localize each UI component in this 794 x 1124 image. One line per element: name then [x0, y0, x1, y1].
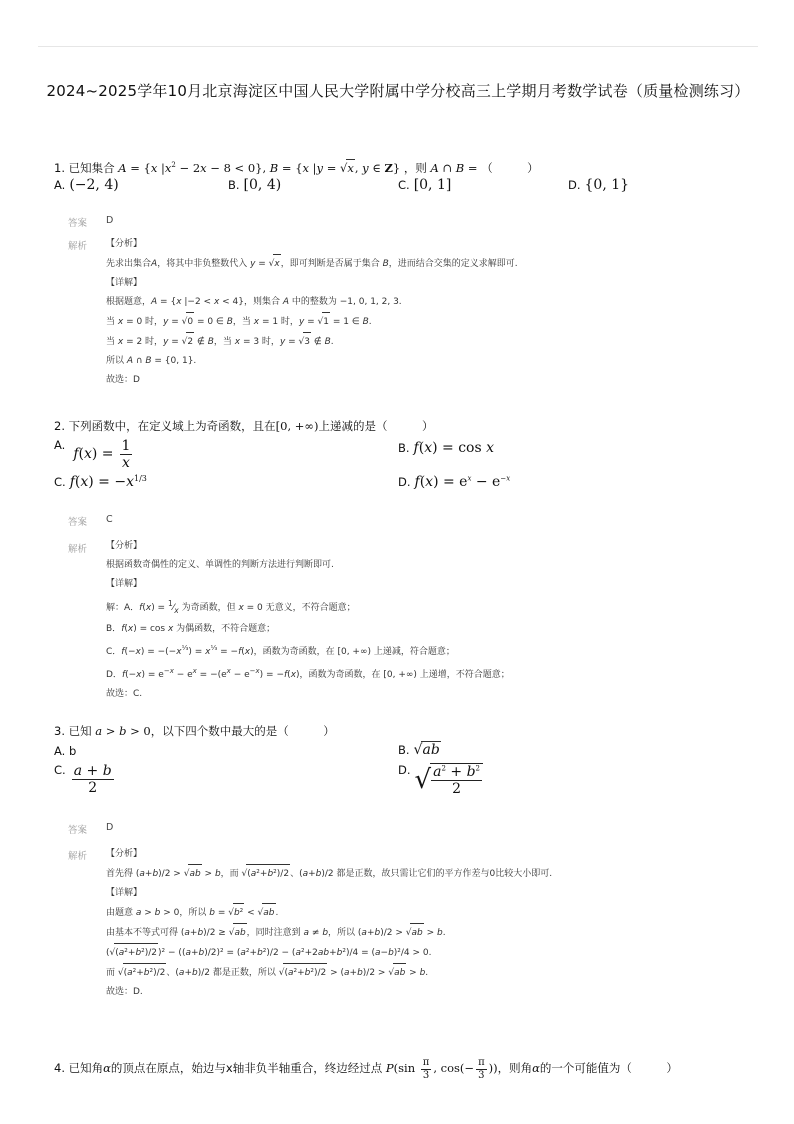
q3-option-b[interactable]: B. √ab	[398, 742, 440, 758]
q1-option-d[interactable]: D. {0, 1}	[568, 177, 630, 193]
q2-answer-value: C	[106, 514, 113, 525]
q2-analysis-label: 解析	[68, 544, 88, 555]
question-1-stem: 1. 已知集合 A = {x $|x^2 - 2x - 8 < 0$}, B = {x |y = √x, y ∈ Z} ，则 A ∩ B = （ ）	[54, 160, 539, 175]
q2-solution: 【分析】 根据函数奇偶性的定义、单调性的判断方法进行判断即可. 【详解】 解：A．$f(x) = ^1⁄_x$ 为奇函数，但 x = 0 无意义，不符合题意； B．f(x) = cos x 为偶函数，不符合题意； C．$f(-x) = -(-x^{\frac{1}{3}}) = x^{\frac{1}{3}} = -f(x)$，函数为奇函数，在 [0, +∞) 上递减，符合题意； D．$f(-x) = e^{-x} - e^x = -(e^x - e^{-x}) = -f(x)$，函数为奇函数，在 [0, +∞) 上递增，不符合题意； 故选：C.	[106, 541, 510, 699]
q2-option-d[interactable]: D. $f(x) = e^x - e^{-x}$	[398, 474, 511, 490]
q1-answer-label: 答案	[68, 218, 88, 229]
q1-solution: 【分析】 先求出集合A，将其中非负整数代入 y = √x，即可判断是否属于集合 B，进而结合交集的定义求解即可. 【详解】 根据题意，A = {x |−2 < x < 4}，则集合 A 中的整数为 −1, 0, 1, 2, 3. 当 x = 0 时，y = √0 = 0 ∈ B，当 x = 1 时，y = √1 = 1 ∈ B. 当 x = 2 时，y = √2 ∉ B，当 x = 3 时，y = √3 ∉ B. 所以 A ∩ B = {0, 1}. 故选：D	[106, 239, 518, 385]
q3-analysis-label: 解析	[68, 851, 88, 862]
q3-option-c[interactable]: C. $\frac{a + b}{2}$	[54, 763, 112, 797]
q1-option-a[interactable]: A. (−2, 4)	[54, 177, 119, 193]
q1-option-b[interactable]: B. [0, 4)	[228, 177, 282, 193]
q1-set-a: A = {x $|x^2 - 2x - 8 < 0$}, B = {x |y = √x, y ∈ Z}	[118, 160, 401, 175]
question-3-stem: 3. 已知 a > b > 0，以下四个数中最大的是（ ）	[54, 724, 335, 738]
page-title: 2024~2025学年10月北京海淀区中国人民大学附属中学分校高三上学期月考数学试卷（质量检测练习）	[46, 82, 750, 100]
question-4-stem: 4. 已知角α的顶点在原点，始边与x轴非负半轴重合，终边经过点 P(sin $\frac{\pi}{3}$ , cos(− $\frac{\pi}{3}$ ))，则角α的一个可能值为（ ）	[54, 1057, 678, 1081]
q2-answer-label: 答案	[68, 517, 88, 528]
q2-option-c[interactable]: C. $f(x) = -x^{1/3}$	[54, 474, 147, 491]
q3-option-a[interactable]: A. b	[54, 744, 77, 758]
q3-answer-label: 答案	[68, 825, 88, 836]
q2-option-b[interactable]: B. f(x) = cos x	[398, 440, 495, 456]
q1-option-c[interactable]: C. [0, 1]	[398, 177, 452, 193]
q1-answer-value: D	[106, 215, 114, 226]
q2-option-a[interactable]: A. f(x) = $\frac{1}{x}$	[54, 438, 131, 472]
q1-analysis-label: 解析	[68, 241, 88, 252]
top-divider	[38, 46, 758, 47]
q3-answer-value: D	[106, 822, 114, 833]
q3-option-d[interactable]: D. √ $\frac{a^2 + b^2}{2}$	[398, 763, 485, 797]
question-2-stem: 2. 下列函数中，在定义域上为奇函数，且在[0, +∞)上递减的是（ ）	[54, 419, 434, 433]
q3-solution: 【分析】 首先得 (a+b)/2 > √ab > b，而 √(a²+b²)/2、(a+b)/2 都是正数，故只需让它们的平方作差与0比较大小即可. 【详解】 由题意 a > b > 0，所以 b = √b² < √ab. 由基本不等式可得 (a+b)/2 ≥ √ab，同时注意到 a ≠ b，所以 (a+b)/2 > √ab > b. (√(a²+b²)/2)² − ((a+b)/2)² = (a²+b²)/2 − (a²+2ab+b²)/4 = (a−b)²/4 > 0. 而 √(a²+b²)/2、(a+b)/2 都是正数，所以 √(a²+b²)/2 > (a+b)/2 > √ab > b. 故选：D.	[106, 849, 553, 997]
